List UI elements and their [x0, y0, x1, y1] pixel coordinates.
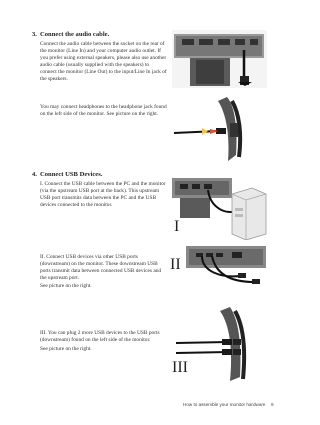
- section-3-number: 3.: [32, 31, 37, 38]
- usb-part-ii-text: II. Connect USB devices via other USB ports (downstream) on the monitor. These downstream USB ports transmit data between connected USB devices and the upstream port.: [40, 254, 162, 281]
- section-4-heading: Connect USB Devices.: [40, 171, 103, 178]
- figure-label-iii: III: [172, 359, 188, 376]
- figure-label-ii: II: [170, 256, 181, 273]
- headphone-jack-figure: [172, 95, 267, 163]
- figure-label-i: I: [174, 218, 180, 235]
- section-3-heading: Connect the audio cable.: [40, 31, 110, 38]
- footer-section-title: How to assemble your monitor hardware: [183, 402, 266, 407]
- usb-downstream-rear-figure: [172, 246, 267, 288]
- usb-part-ii-note: See picture on the right.: [40, 283, 92, 289]
- usb-part-iii-note: See picture on the right.: [40, 346, 92, 352]
- usb-upstream-figure: [172, 178, 267, 240]
- section-3-paragraph-2: You may connect headphones to the headphone jack found on the left side of the monitor. See picture on the right.: [40, 104, 167, 117]
- section-4-number: 4.: [32, 171, 37, 178]
- usb-part-i-text: I. Connect the USB cable between the PC and the monitor (via the upstream USB port at the back). This upstream USB port transmits data between the PC and the USB devices connected to the monitor.: [40, 181, 166, 208]
- section-3-paragraph-1: Connect the audio cable between the socket on the rear of the monitor (Line In) and your computer audio outlet. If you prefer using external speakers, please also use another audio cable (usually supplied with the speakers) to connect the monitor (Line Out) to the input/Line In jack of the speakers.: [40, 41, 167, 82]
- page-number: 9: [271, 402, 274, 407]
- audio-line-in-figure: [172, 30, 267, 88]
- usb-part-iii-text: III. You can plug 2 more USB devices to the USB ports (downstream) found on the left side of the monitor.: [40, 330, 160, 343]
